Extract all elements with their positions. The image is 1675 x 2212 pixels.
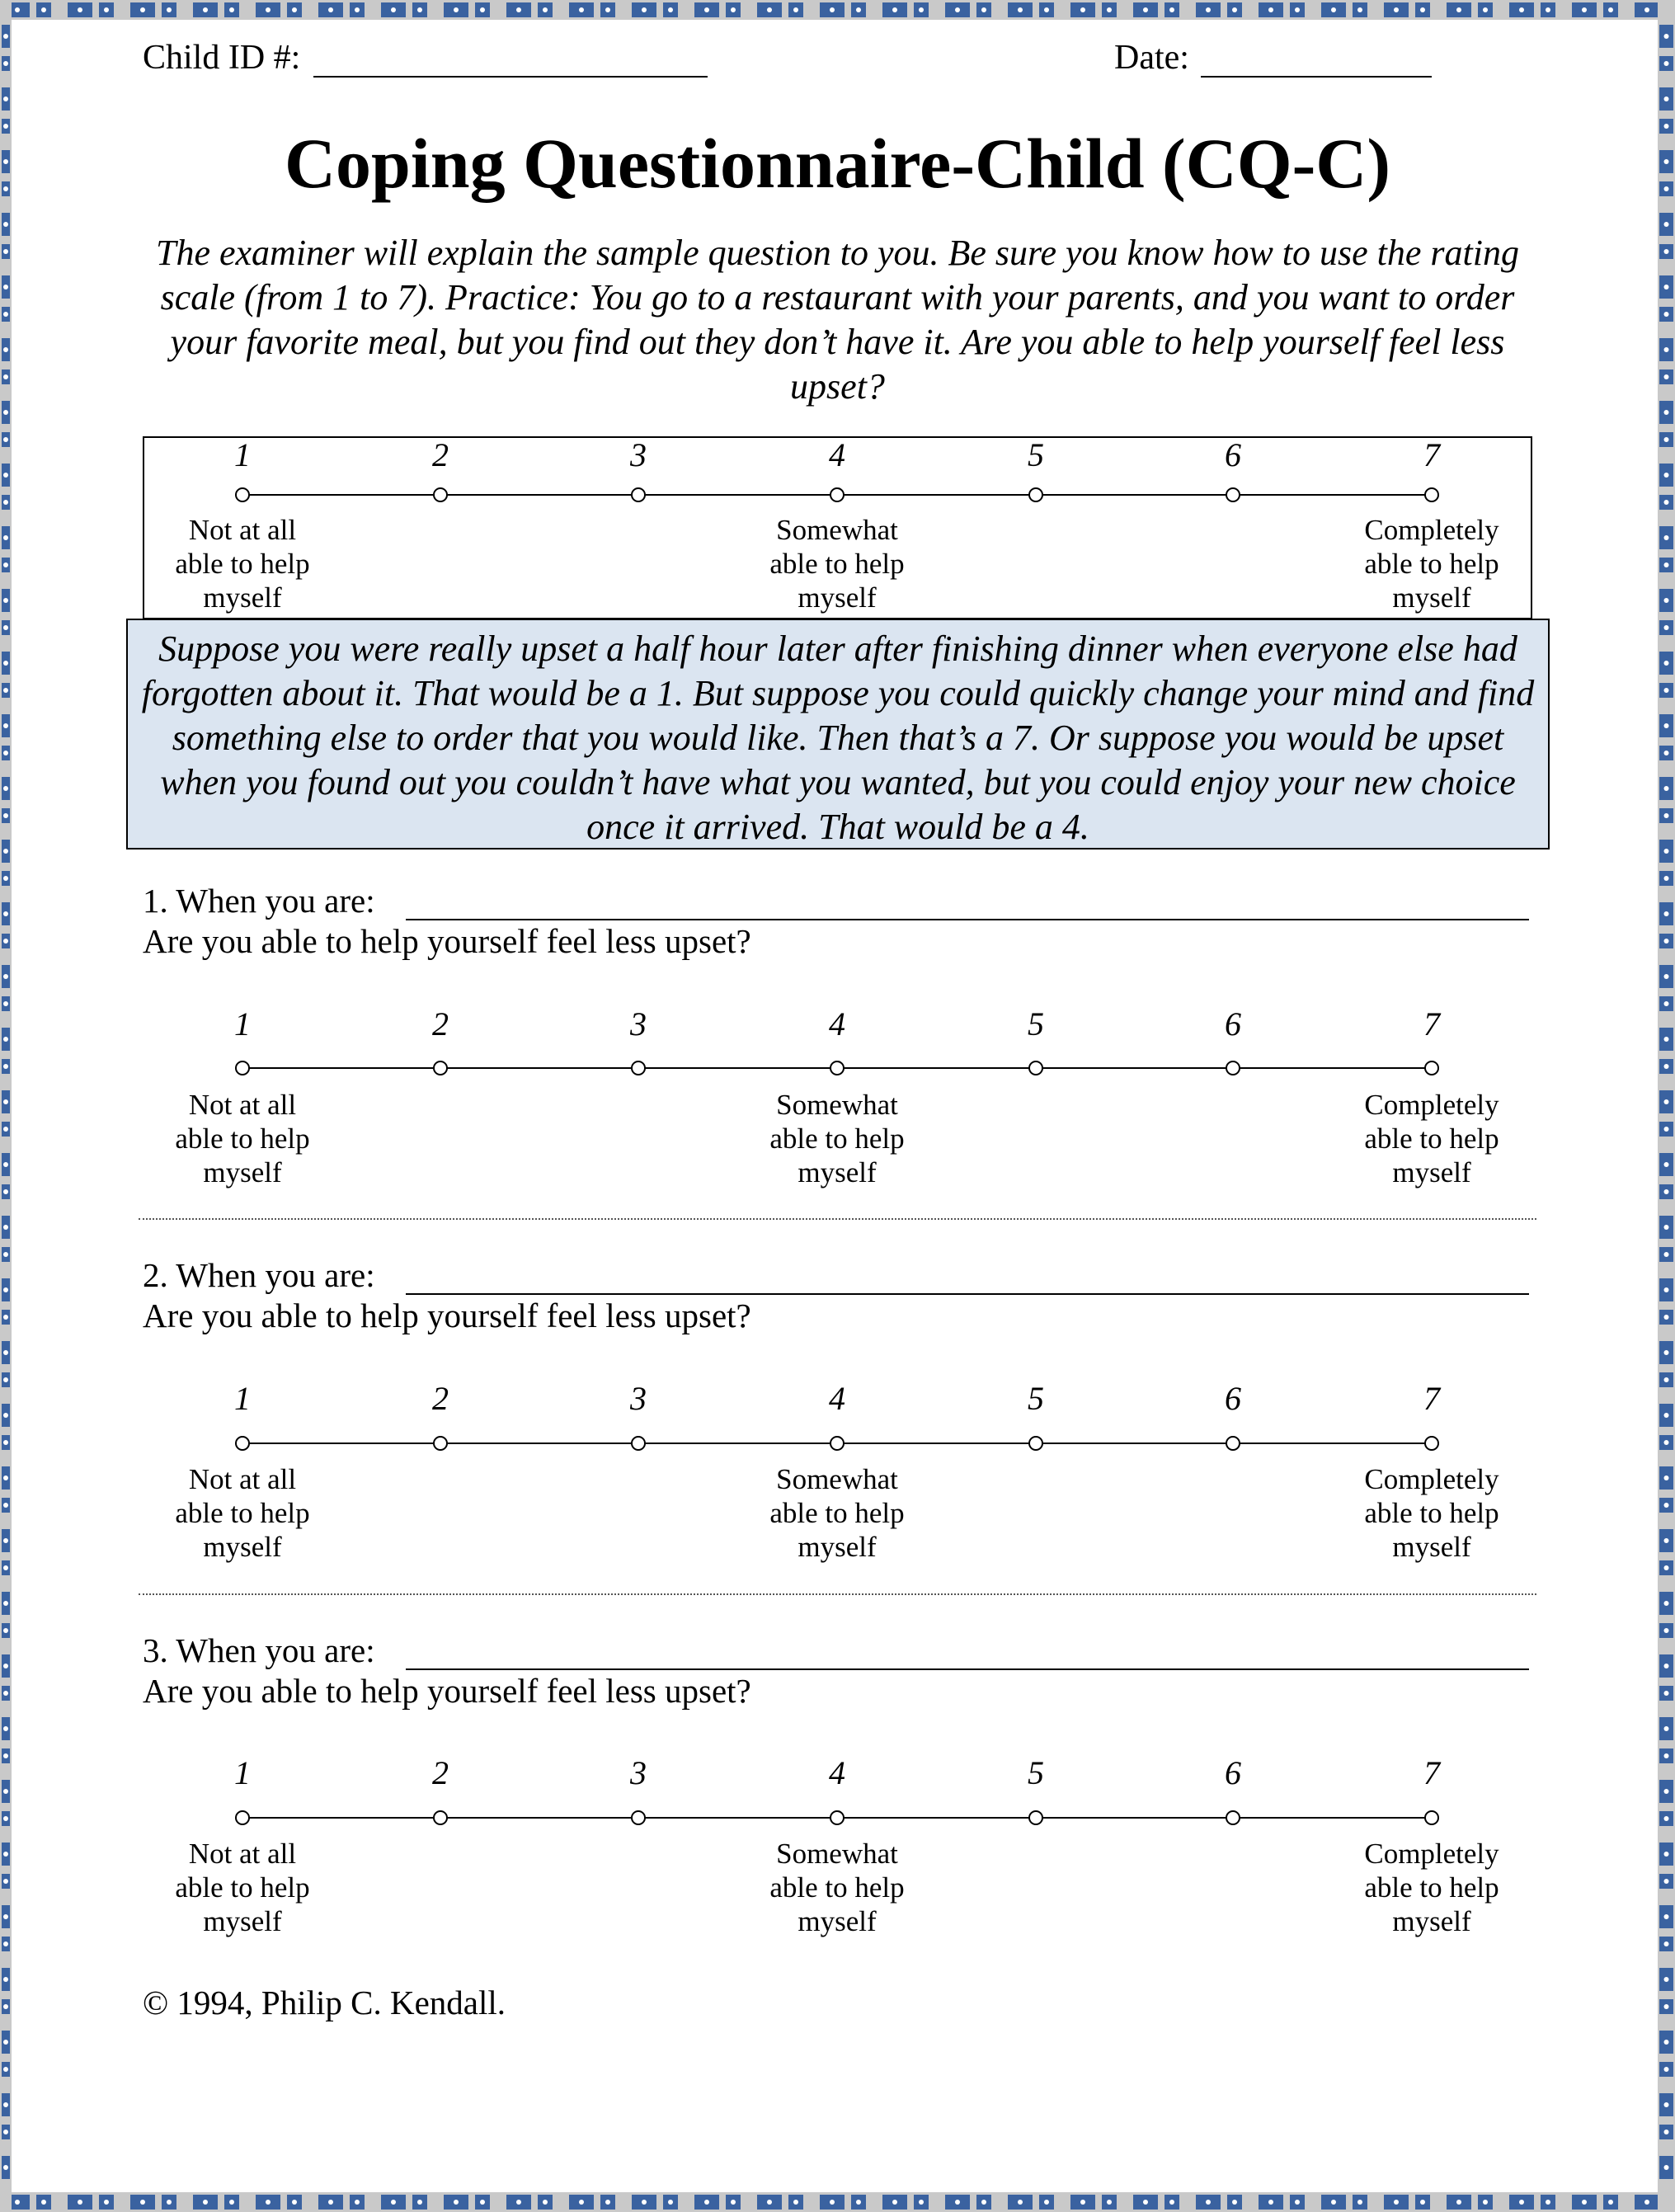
scale-number-3: 3	[630, 1380, 647, 1417]
scale-anchor-mid-line: able to help	[769, 1122, 905, 1155]
question-1-situation-field[interactable]	[406, 919, 1529, 920]
scale-anchor-low-line: Not at all	[188, 1463, 297, 1495]
scale-anchor-high-line: Completely	[1364, 514, 1499, 546]
scale-number-5: 5	[1028, 1380, 1044, 1417]
scale-anchor-low-line: able to help	[175, 1122, 310, 1155]
rating-option-5[interactable]	[1029, 1811, 1042, 1824]
scale-anchor-mid-line: able to help	[769, 548, 905, 580]
scale-anchor-high-line: able to help	[1364, 1497, 1499, 1529]
scale-number-6: 6	[1225, 1005, 1241, 1042]
section-divider	[139, 1218, 1536, 1220]
rating-option-6[interactable]	[1226, 1811, 1240, 1824]
question-2-text: Are you able to help yourself feel less upset?	[143, 1297, 751, 1334]
scale-anchor-low-line: myself	[203, 1905, 282, 1937]
scale-anchor-mid-line: myself	[798, 1531, 877, 1563]
rating-option-3[interactable]	[632, 1811, 645, 1824]
scale-anchor-low-line: able to help	[175, 1497, 310, 1529]
page-title: Coping Questionnaire-Child (CQ-C)	[284, 124, 1391, 203]
page-border-left	[0, 0, 12, 2212]
scale-anchor-low	[144, 1088, 341, 1189]
rating-option-4[interactable]	[830, 1437, 844, 1450]
question-3-situation-field[interactable]	[406, 1668, 1529, 1670]
scale-anchor-low-line: myself	[203, 581, 282, 614]
scale-number-7: 7	[1423, 1380, 1440, 1417]
question-2-prompt: 2. When you are:	[143, 1256, 375, 1294]
scale-anchor-mid-line: able to help	[769, 1497, 905, 1529]
scale-anchor-low-line: Not at all	[188, 1838, 297, 1870]
scale-anchor-mid-line: Somewhat	[776, 1089, 898, 1121]
scale-anchor-low-line: myself	[203, 1156, 282, 1188]
scale-anchor-high-line: myself	[1392, 1905, 1471, 1937]
scale-anchor-high-line: myself	[1392, 1531, 1471, 1563]
scale-anchor-high-line: myself	[1392, 581, 1471, 614]
scale-anchor-high-line: Completely	[1364, 1089, 1499, 1121]
section-divider	[139, 1593, 1536, 1595]
scale-number-1: 1	[234, 436, 251, 473]
scale-anchor-mid-line: myself	[798, 1156, 877, 1188]
rating-option-4[interactable]	[830, 1061, 844, 1075]
scale-number-5: 5	[1028, 436, 1044, 473]
scale-number-2: 2	[432, 1754, 449, 1791]
scale-anchor-low-line: Not at all	[188, 1089, 297, 1121]
scale-anchor-high	[1333, 1462, 1531, 1564]
rating-option-7[interactable]	[1425, 1437, 1438, 1450]
date-label: Date:	[1114, 39, 1189, 77]
child-id-field[interactable]	[313, 76, 708, 78]
scale-anchor-low-line: able to help	[175, 548, 310, 580]
instructions-text: The examiner will explain the sample question to you. Be sure you know how to use the rating scale (from 1 to 7). Practice: You go to a restaurant with your parents, and you want to order your favorite meal, but you find out they don’t have it. Are you able to help yourself feel less upset?	[155, 233, 1519, 407]
scale-anchor-high	[1333, 1088, 1531, 1189]
rating-option-2[interactable]	[434, 1437, 447, 1450]
scale-number-6: 6	[1225, 1754, 1241, 1791]
scale-number-2: 2	[432, 436, 449, 473]
rating-option-5[interactable]	[1029, 1061, 1042, 1075]
scale-anchor-low	[144, 1837, 341, 1938]
explanation-box: Suppose you were really upset a half hour later after finishing dinner when everyone else had forgotten about it. That would be a 1. But suppose you could quickly change your mind and find something else to order that you would like. Then that’s a 7. Or suppose you would be upset when you found out you couldn’t have what you wanted, but you could enjoy your new choice once it arrived. That would be a 4.	[126, 619, 1550, 850]
question-3-text: Are you able to help yourself feel less upset?	[143, 1672, 751, 1710]
page-border-right	[1658, 0, 1675, 2212]
rating-option-6[interactable]	[1226, 1437, 1240, 1450]
page-border-top	[0, 0, 1675, 20]
scale-number-4: 4	[829, 436, 845, 473]
scale-number-5: 5	[1028, 1754, 1044, 1791]
rating-option-1[interactable]	[236, 1061, 249, 1075]
scale-number-1: 1	[234, 1754, 251, 1791]
rating-option-7[interactable]	[1425, 1061, 1438, 1075]
scale-anchor-mid-line: Somewhat	[776, 1838, 898, 1870]
scale-anchor-high-line: Completely	[1364, 1838, 1499, 1870]
page-border-bottom	[0, 2192, 1675, 2212]
rating-option-5[interactable]	[1029, 1437, 1042, 1450]
scale-number-2: 2	[432, 1380, 449, 1417]
scale-anchor-high-line: myself	[1392, 1156, 1471, 1188]
scale-number-6: 6	[1225, 436, 1241, 473]
rating-option-2[interactable]	[434, 1811, 447, 1824]
scale-anchor-mid-line: myself	[798, 1905, 877, 1937]
scale-anchor-mid-line: able to help	[769, 1871, 905, 1904]
rating-option-7[interactable]	[1425, 1811, 1438, 1824]
scale-anchor-low-line: able to help	[175, 1871, 310, 1904]
question-2-situation-field[interactable]	[406, 1293, 1529, 1295]
scale-number-4: 4	[829, 1005, 845, 1042]
scale-number-3: 3	[630, 436, 647, 473]
rating-option-4[interactable]	[830, 1811, 844, 1824]
scale-anchor-mid	[738, 1088, 936, 1189]
question-1-text: Are you able to help yourself feel less upset?	[143, 922, 751, 960]
scale-number-7: 7	[1423, 436, 1440, 473]
scale-anchor-high-line: able to help	[1364, 1122, 1499, 1155]
scale-anchor-low-line: myself	[203, 1531, 282, 1563]
scale-number-5: 5	[1028, 1005, 1044, 1042]
question-1-prompt: 1. When you are:	[143, 882, 375, 920]
scale-anchor-high	[1333, 1837, 1531, 1938]
scale-anchor-mid-line: myself	[798, 581, 877, 614]
copyright-notice: © 1994, Philip C. Kendall.	[143, 1984, 506, 2021]
scale-number-6: 6	[1225, 1380, 1241, 1417]
scale-number-4: 4	[829, 1380, 845, 1417]
question-3-prompt: 3. When you are:	[143, 1631, 375, 1669]
scale-anchor-mid	[738, 1837, 936, 1938]
sample-scale-box	[143, 436, 1532, 619]
scale-anchor-high-line: Completely	[1364, 1463, 1499, 1495]
scale-anchor-mid-line: Somewhat	[776, 514, 898, 546]
scale-number-4: 4	[829, 1754, 845, 1791]
scale-number-7: 7	[1423, 1754, 1440, 1791]
scale-number-3: 3	[630, 1754, 647, 1791]
rating-option-3[interactable]	[632, 1437, 645, 1450]
rating-option-1[interactable]	[236, 1811, 249, 1824]
scale-number-1: 1	[234, 1380, 251, 1417]
rating-option-2[interactable]	[434, 1061, 447, 1075]
scale-anchor-mid-line: Somewhat	[776, 1463, 898, 1495]
rating-option-1[interactable]	[236, 1437, 249, 1450]
scale-anchor-low-line: Not at all	[188, 514, 297, 546]
scale-number-7: 7	[1423, 1005, 1440, 1042]
scale-anchor-high-line: able to help	[1364, 1871, 1499, 1904]
scale-anchor-mid	[738, 1462, 936, 1564]
scale-anchor-high-line: able to help	[1364, 548, 1499, 580]
child-id-label: Child ID #:	[143, 39, 301, 77]
scale-number-3: 3	[630, 1005, 647, 1042]
scale-number-2: 2	[432, 1005, 449, 1042]
scale-number-1: 1	[234, 1005, 251, 1042]
rating-option-3[interactable]	[632, 1061, 645, 1075]
date-field[interactable]	[1201, 76, 1432, 78]
rating-option-6[interactable]	[1226, 1061, 1240, 1075]
scale-anchor-low	[144, 1462, 341, 1564]
